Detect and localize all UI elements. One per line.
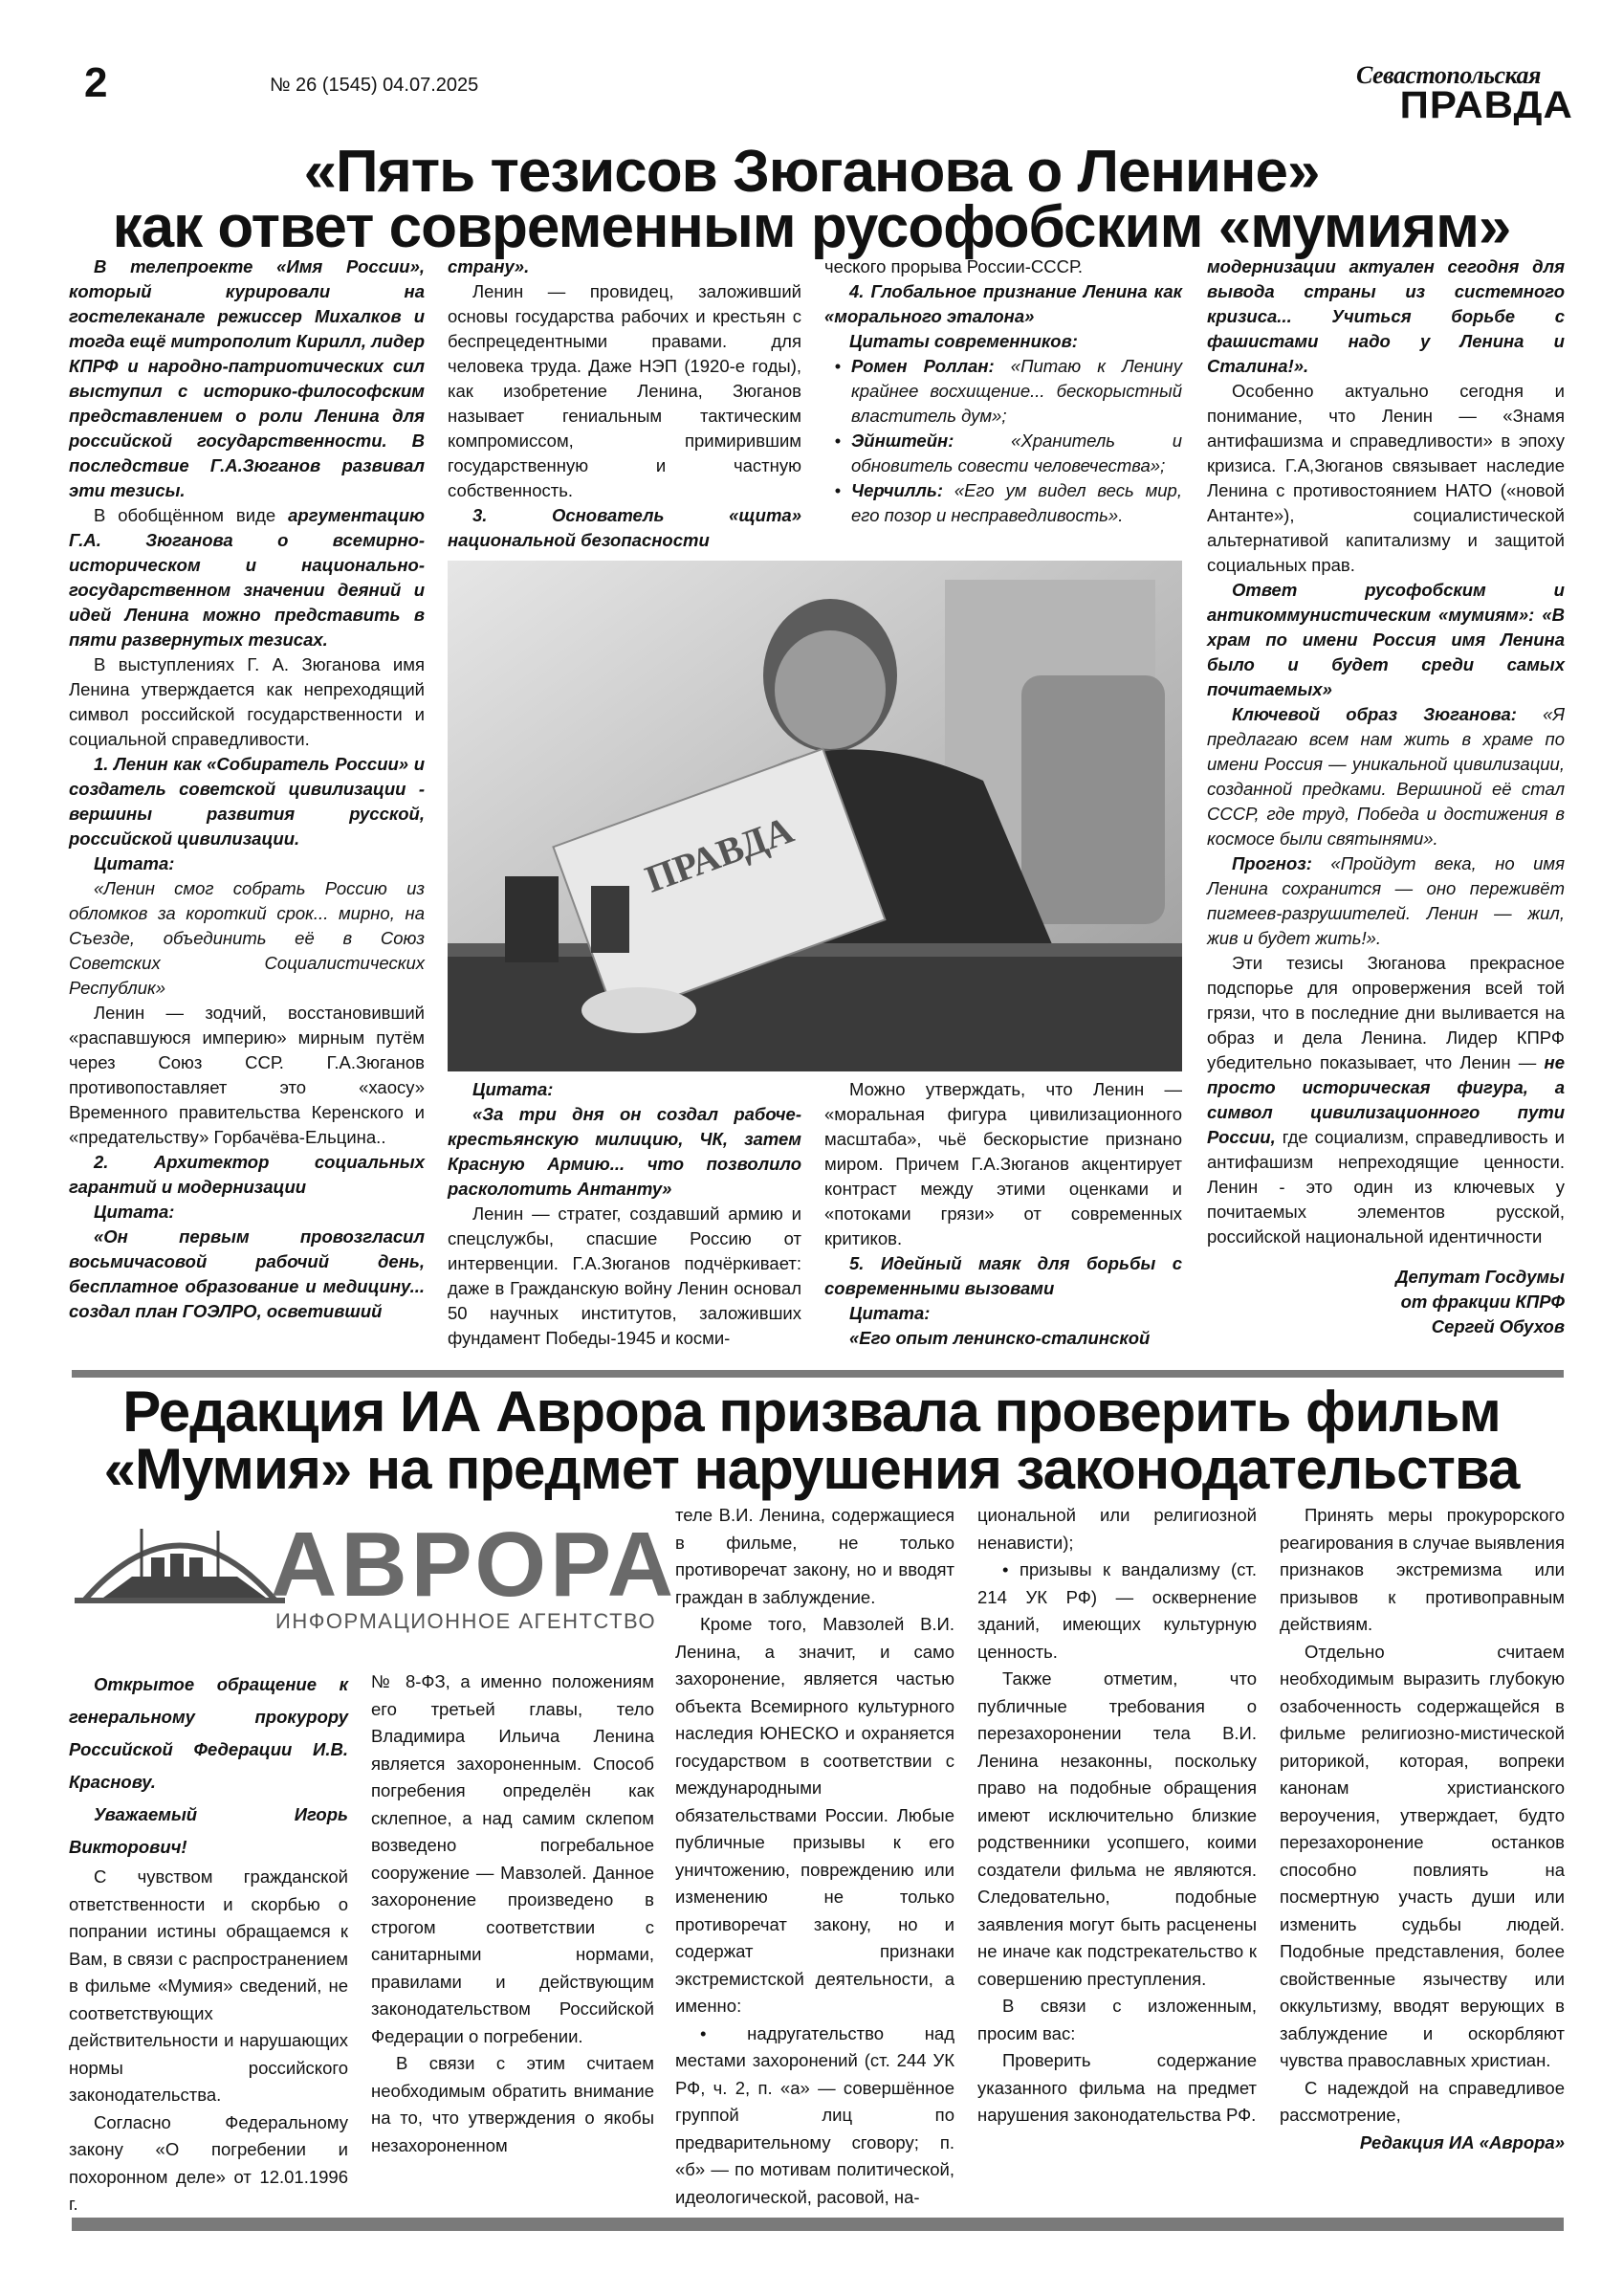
article2-column-3 xyxy=(675,1502,954,2211)
signature-line: от фракции КПРФ xyxy=(1400,1292,1565,1312)
page-number: 2 xyxy=(84,59,108,106)
quote: «Он первым провозгласил восьмичасовой рабочий день, бесплатное образование и медицину... создал план ГОЭЛРО, осветивший xyxy=(69,1226,425,1321)
text-span: Ключевой образ Зюганова: xyxy=(1232,704,1517,724)
quote-label: Цитата: xyxy=(94,1202,175,1222)
quote: «За три дня он создал рабоче-крестьянскую милицию, ЧК, затем Красную Армию... что позволило расколотить Антанту» xyxy=(448,1104,801,1199)
article1-title-line1: «Пять тезисов Зюганова о Ленине» xyxy=(303,139,1320,205)
lenin-photo xyxy=(448,561,1182,1071)
text-span: где социализм, справедливость и антифашизм непреходящие ценности. Ленин - это один из ключевых у почитаемых элементов русской, российской национальной идентичности xyxy=(1207,1127,1566,1247)
article2-column-4 xyxy=(977,1502,1257,2130)
text-span: «Пройдут века, но имя Ленина сохранится — оно переживёт пигмеев-разрушителей. Ленин — жил, жив и будет жить!». xyxy=(1207,853,1565,948)
paragraph: В выступлениях Г. А. Зюганова имя Ленина утверждается как непреходящий символ российской государственности и социальной справедливости. xyxy=(69,654,425,749)
author-name: Черчилль: xyxy=(851,480,944,500)
paragraph: Особенно актуально сегодня и понимание, что Ленин — «Знамя антифашизма и справедливости» в эпоху кризиса. Г.А,Зюганов связывает наследие Ленина с противостоянием НАТО («новой Антанте»), социалистической альтернативой капитализму и защитой социальных прав. xyxy=(1207,381,1565,575)
text-span: Эти тезисы Зюганова прекрасное подспорье для опровержения всей той грязи, что в последние дни выливается на образ и дела Ленина. Лидер КПРФ убедительно показывает, что Ленин — xyxy=(1207,953,1565,1072)
author-name: Ромен Роллан: xyxy=(851,356,995,376)
article1-column-4 xyxy=(1207,254,1565,1339)
quote: «Питаю к Ленину крайнее восхищение... бескорыстный властитель дум»; xyxy=(851,356,1182,426)
quote: «Хранитель и обновитель совести человечества»; xyxy=(851,430,1182,475)
article1-title-line2: как ответ современным русофобским «мумиям» xyxy=(112,194,1511,260)
thesis-heading: 5. Идейный маяк для борьбы с современными вызовами xyxy=(824,1253,1182,1298)
text-span: Прогноз: xyxy=(1232,853,1312,873)
aurora-agency-logo xyxy=(75,1510,678,1644)
paragraph: Согласно Федеральному закону «О погребении и похоронном деле» от 12.01.1996 г. xyxy=(69,2111,348,2214)
bullet: • xyxy=(834,356,842,376)
paragraph: ческого прорыва России-СССР. xyxy=(824,256,1083,276)
quote-item xyxy=(824,354,1182,429)
article1-column-1 xyxy=(69,254,425,1324)
newspaper-masthead-in-photo: ПРАВДА xyxy=(639,807,800,901)
article1-column-2 xyxy=(448,254,801,553)
quote: модернизации актуален сегодня для вывода страны из системного кризиса... Учиться борьбе с фашистами надо у Ленина и Сталина!». xyxy=(1207,256,1565,376)
paragraph: теле В.И. Ленина, содержащиеся в фильме, не только противоречат закону, но и вводят граждан в заблуждение. xyxy=(675,1505,954,1607)
paragraph: • надругательство над местами захоронений (ст. 244 УК РФ, ч. 2, п. «а» — совершённое группой лиц по предварительному сговору; п. «б» — по мотивам политической, идеологической, расовой, на- xyxy=(675,2022,954,2207)
paragraph: В связи с этим считаем необходимым обратить внимание на то, что утверждения о якобы незахороненном xyxy=(371,2053,654,2155)
quote-label: Цитаты современников: xyxy=(849,331,1078,351)
paragraph: Также отметим, что публичные требования о перезахоронении тела В.И. Ленина незаконны, поскольку право на подобные обращения имеют исключительно близкие родственники усопшего, коими создатели фильма не являются. Следовательно, подобные заявления могут быть расценены не иначе как подстрекательство к совершению преступления. xyxy=(977,1668,1257,1989)
ship-icon xyxy=(75,1510,285,1634)
signature-line: Депутат Госдумы xyxy=(1395,1267,1565,1287)
paragraph xyxy=(69,503,425,652)
paragraph: • призывы к вандализму (ст. 214 УК РФ) — осквернение зданий, имеющих культурную ценность. xyxy=(977,1559,1257,1662)
quote-label: Цитата: xyxy=(849,1303,931,1323)
paragraph xyxy=(1207,951,1565,1249)
logo-line2: ПРАВДА xyxy=(1399,84,1573,126)
author-name: Эйнштейн: xyxy=(851,430,954,451)
quote-label: Цитата: xyxy=(94,853,175,873)
paragraph: Ленин — стратег, создавший армию и спецслужбы, спасшие Россию от интервенции. Г.А.Зюганов подчёркивает: даже в Гражданскую войну Ленин основал 50 научных институтов, заложивших фундамент Победы-1945 и косми- xyxy=(448,1203,801,1348)
page-bottom-divider xyxy=(72,2218,1564,2231)
article1-under-photo-left xyxy=(448,1077,801,1351)
quote: «Его ум видел весь мир, его позор и несправедливость». xyxy=(851,480,1182,525)
subheading: Ответ русофобским и антикоммунистическим «мумиям»: «В храм по имени Россия имя Ленина было и будет среди самых почитаемых» xyxy=(1207,580,1565,699)
salutation: Уважаемый Игорь Викторович! xyxy=(69,1804,348,1857)
article1-under-photo-right xyxy=(824,1077,1182,1351)
bullet: • xyxy=(834,430,842,451)
paragraph: Ленин — зодчий, восстановивший «распавшуюся империю» мирным путём через Союз ССР. Г.А.Зюганов противопоставляет это «хаосу» Временного правительства Керенского и «предательству» Горбачёва-Ельцина.. xyxy=(69,1003,425,1147)
text-span: не просто историческая фигура, а символ цивилизационного пути России, xyxy=(1207,1052,1565,1147)
logo-line1: Севастопольская xyxy=(1356,61,1541,89)
paragraph: страну». xyxy=(448,256,530,276)
photo-illustration xyxy=(448,561,1182,1071)
signature-line: Редакция ИА «Аврора» xyxy=(1359,2131,1565,2152)
thesis-heading: 4. Глобальное признание Ленина как «морального эталона» xyxy=(824,281,1182,326)
thesis-heading: 2. Архитектор социальных гарантий и модернизации xyxy=(69,1152,425,1197)
address: Открытое обращение к генеральному прокурору Российской Федерации И.В. Краснову. xyxy=(69,1674,348,1792)
article1-column-3 xyxy=(824,254,1182,528)
quote-label: Цитата: xyxy=(472,1079,554,1099)
aurora-logo-word: АВРОРА xyxy=(271,1513,678,1616)
paragraph: Отдельно считаем необходимым выразить глубокую озабоченность содержащейся в фильме религиозно-мистической риторикой, которая, вопреки канонам христианского вероучения, утверждает, будто перезахоронение останков способно повлиять на посмертную участь души или изменить судьбы людей. Подобные представления, более свойственные язычеству или оккультизму, вводят верующих в заблуждение и оскорбляют чувства православных христиан. xyxy=(1280,1641,1565,2070)
paragraph: Принять меры прокурорского реагирования в случае выявления признаков экстремизма или призывов к противоправным действиям. xyxy=(1280,1505,1565,1634)
newspaper-logo xyxy=(1356,59,1573,132)
thesis-heading: 3. Основатель «щита» национальной безопасности xyxy=(448,505,801,550)
aurora-logo-subtitle: ИНФОРМАЦИОННОЕ АГЕНТСТВО xyxy=(275,1609,657,1633)
article2-column-2 xyxy=(371,1668,654,2159)
text-span: В обобщённом виде xyxy=(94,505,276,525)
paragraph: В связи с изложенным, просим вас: xyxy=(977,1996,1257,2043)
paragraph xyxy=(1207,851,1565,951)
quote: «Ленин смог собрать Россию из обломков за короткий срок... мирно, на Съезде, объединить её в Союз Советских Социалистических Республик» xyxy=(69,878,425,998)
paragraph xyxy=(1207,702,1565,851)
article2-column-5 xyxy=(1280,1502,1565,2156)
signature-line: Сергей Обухов xyxy=(1431,1316,1565,1336)
paragraph: В телепроекте «Имя России», который курировали на гостелеканале режиссер Михалков и тогда ещё митрополит Кирилл, лидер КПРФ и народно-патриотических сил выступил с историко-философским представлением о роли Ленина для российской государственности. В последствие Г.А.Зюганов развивал эти тезисы. xyxy=(69,256,425,500)
article2-title-line1: Редакция ИА Аврора призвала проверить фильм xyxy=(122,1380,1501,1444)
paragraph: С надеждой на справедливое рассмотрение, xyxy=(1280,2077,1565,2125)
text-span: аргументацию Г.А. Зюганова о всемирно-историческом и национально-государственном значении деяний и идей Ленина можно представить в пяти развернутых тезисах. xyxy=(69,505,425,650)
paragraph: Можно утверждать, что Ленин — «моральная фигура цивилизационного масштаба», чьё бескорыстие признано миром. Причем Г.А.Зюганов акцентирует контраст между этими оценками и «потоками грязи» от современных критиков. xyxy=(824,1079,1182,1248)
quote-item xyxy=(824,478,1182,528)
issue-info: № 26 (1545) 04.07.2025 xyxy=(270,75,479,96)
paragraph: циональной или религиозной ненависти); xyxy=(977,1505,1257,1553)
paragraph: С чувством гражданской ответственности и скорбью о попрании истины обращаемся к Вам, в связи с распространением в фильме «Мумия» сведений, не соответствующих действительности и нарушающих нормы российского законодательства. xyxy=(69,1866,348,2105)
article2-column-1 xyxy=(69,1668,348,2219)
quote: «Его опыт ленинско-сталинской xyxy=(849,1328,1151,1348)
thesis-heading: 1. Ленин как «Собиратель России» и создатель советской цивилизации - вершины развития русской, российской цивилизации. xyxy=(69,754,425,849)
paragraph: Проверить содержание указанного фильма на предмет нарушения законодательства РФ. xyxy=(977,2050,1257,2125)
bullet: • xyxy=(834,480,842,500)
paragraph: Кроме того, Мавзолей В.И. Ленина, а значит, и само захоронение, является частью объекта Всемирного культурного наследия ЮНЕСКО и охраняется государством в соответствии с международными обязательствами России. Любые публичные призывы к его уничтожению, повреждению или изменению не только противоречат закону, но и содержат признаки экстремистской деятельности, а именно: xyxy=(675,1614,954,2016)
quote-item xyxy=(824,429,1182,478)
paragraph: № 8-ФЗ, а именно положениям его третьей главы, тело Владимира Ильича Ленина является захороненным. Способ погребения определён как склепное, а над самим склепом возведено погребальное сооружение — Мавзолей. Данное захоронение произведено в строгом соответствии с санитарными нормами, правилами и действующим законодательством Российской Федерации о погребении. xyxy=(371,1671,654,2046)
section-divider xyxy=(72,1370,1564,1378)
text-span: «Я предлагаю всем нам жить в храме по имени Россия — уникальной цивилизации, созданной предками. Вершиной её стал СССР, где труд, Победа и достижения в космосе были святынями». xyxy=(1207,704,1566,849)
paragraph: Ленин — провидец, заложивший основы государства рабочих и крестьян с беспрецедентными правами. для человека труда. Даже НЭП (1920-е годы), как изобретение Ленина, Зюганов называет гениальным тактическим компромиссом, примирившим государственную и частную собственность. xyxy=(448,281,801,500)
article2-title-line2: «Мумия» на предмет нарушения законодательства xyxy=(103,1437,1520,1501)
